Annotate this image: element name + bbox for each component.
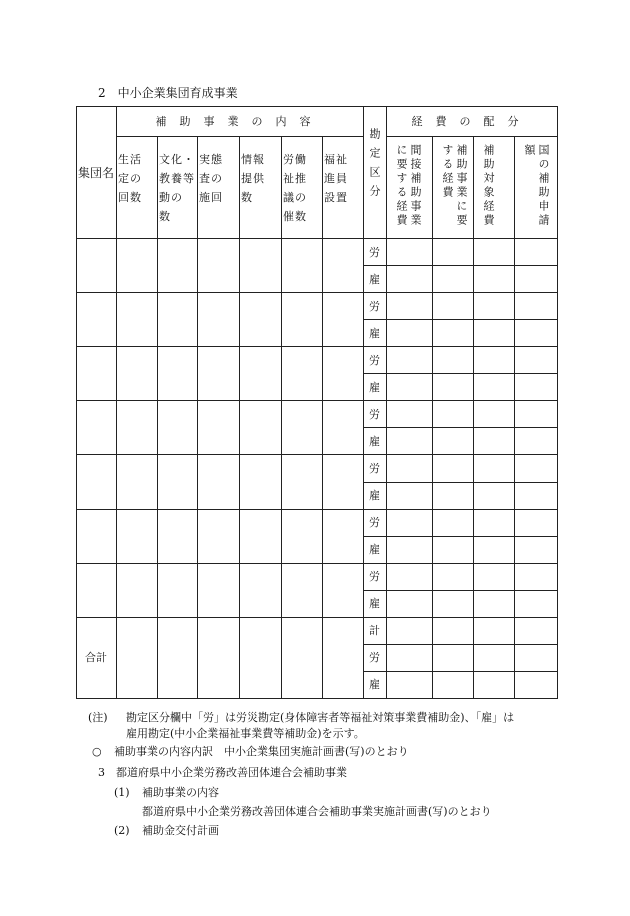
content-group-header: 補助事業の内容 [155,115,324,128]
content-col-header [324,150,362,207]
group-rule [76,563,557,564]
col-rule [514,136,515,698]
class-cell: 雇 [369,326,380,340]
group-rule [76,400,557,401]
content-col-header-line: 回数 [118,191,142,204]
content-col-header-line: 定の [118,172,142,185]
expense-group-header: 経費の配分 [411,115,532,128]
subheader-rule [116,136,363,137]
content-col-header-line: 実態 [199,153,223,166]
col-rule [239,136,240,698]
content-col-header-line: 催数 [283,210,307,223]
content-col-header-line: 教養等 [159,172,195,185]
col-rule [432,136,433,698]
section-3-title: 3 都道府県中小企業労務改善団体連合会補助事業 [98,766,347,779]
class-cell: 労 [369,353,380,367]
class-cell: 雇 [369,597,380,611]
content-col-header [241,150,280,207]
content-col-header-line: 査の [199,172,223,185]
expense-table [76,106,557,698]
class-cell: 雇 [369,380,380,394]
group-rule [76,454,557,455]
col-rule [197,136,198,698]
item-2-text: 補助金交付計画 [142,824,219,837]
content-col-header-line: 福祉 [324,153,348,166]
class-cell: 雇 [369,543,380,557]
class-cell: 労 [369,245,380,259]
total-class-cell: 雇 [369,678,380,692]
group-rule [76,292,557,293]
item-2-label: (2) [114,824,130,837]
content-col-header-line: 施回 [199,191,223,204]
item-1-text: 補助事業の内容 [142,786,219,799]
class-cell: 労 [369,461,380,475]
row-rule [363,590,557,591]
content-col-header-line: 情報 [241,153,265,166]
class-header: 勘定区分 [368,128,381,204]
content-col-header [159,150,196,226]
expense-col-header: 補助対象経費 [482,144,495,228]
col-rule [386,106,387,698]
total-class-cell: 労 [369,651,380,665]
note-label: (注) [88,711,108,724]
content-col-header-line: 文化・ [159,153,195,166]
row-rule [363,536,557,537]
content-col-header [118,150,156,207]
class-cell: 労 [369,516,380,530]
group-rule [76,617,557,618]
class-cell: 雇 [369,434,380,448]
class-cell: 雇 [369,489,380,503]
table-border-bottom [76,698,558,699]
expense-col-header: 間接補助事業に要する経費 [395,144,422,228]
content-col-header-line: 祉推 [283,172,307,185]
content-col-header-line: 議の [283,191,307,204]
row-rule [363,265,557,266]
row-rule [363,319,557,320]
item-1-label: (1) [114,786,130,799]
content-col-header [283,150,321,226]
group-rule [76,509,557,510]
content-col-header-line: 数 [241,191,253,204]
content-col-header-line: 動の [159,191,183,204]
header-rule [76,238,557,239]
row-rule [363,427,557,428]
row-rule [363,482,557,483]
total-label: 合計 [85,651,107,665]
col-rule [322,136,323,698]
content-col-header-line: 労働 [283,153,307,166]
bullet-mark: ○ [92,745,102,758]
class-cell: 労 [369,299,380,313]
expense-col-header: 補助事業に要する経費 [441,144,468,228]
content-col-header-line: 設置 [324,191,348,204]
content-col-header-line: 生活 [118,153,142,166]
col-rule [116,106,117,698]
note-line-1: 勘定区分欄中「労」は労災勘定(身体障害者等福祉対策事業費補助金)、「雇」は [126,711,515,724]
row-rule [363,671,557,672]
note-line-2: 雇用勘定(中小企業福祉事業費等補助金)を示す。 [126,727,365,740]
class-cell: 労 [369,407,380,421]
content-col-header-line: 数 [159,210,171,223]
row-rule [363,373,557,374]
total-class-cell: 計 [369,624,380,638]
table-border-right [557,106,558,699]
subheader-rule [386,136,557,137]
content-col-header-line: 提供 [241,172,265,185]
col-rule [157,136,158,698]
col-rule [281,136,282,698]
item-1-detail: 都道府県中小企業労務改善団体連合会補助事業実施計画書(写)のとおり [142,805,492,818]
class-cell: 労 [369,570,380,584]
row-rule [363,644,557,645]
bullet-text: 補助事業の内容内訳 中小企業集団実施計画書(写)のとおり [114,745,409,758]
group-name-header: 集団名 [77,165,114,180]
content-col-header [199,150,238,207]
col-rule [473,136,474,698]
expense-col-header: 国の補助申請額 [523,144,550,228]
class-cell: 雇 [369,272,380,286]
section-title: 2 中小企業集団育成事業 [98,86,238,100]
content-col-header-line: 進員 [324,172,348,185]
group-rule [76,346,557,347]
